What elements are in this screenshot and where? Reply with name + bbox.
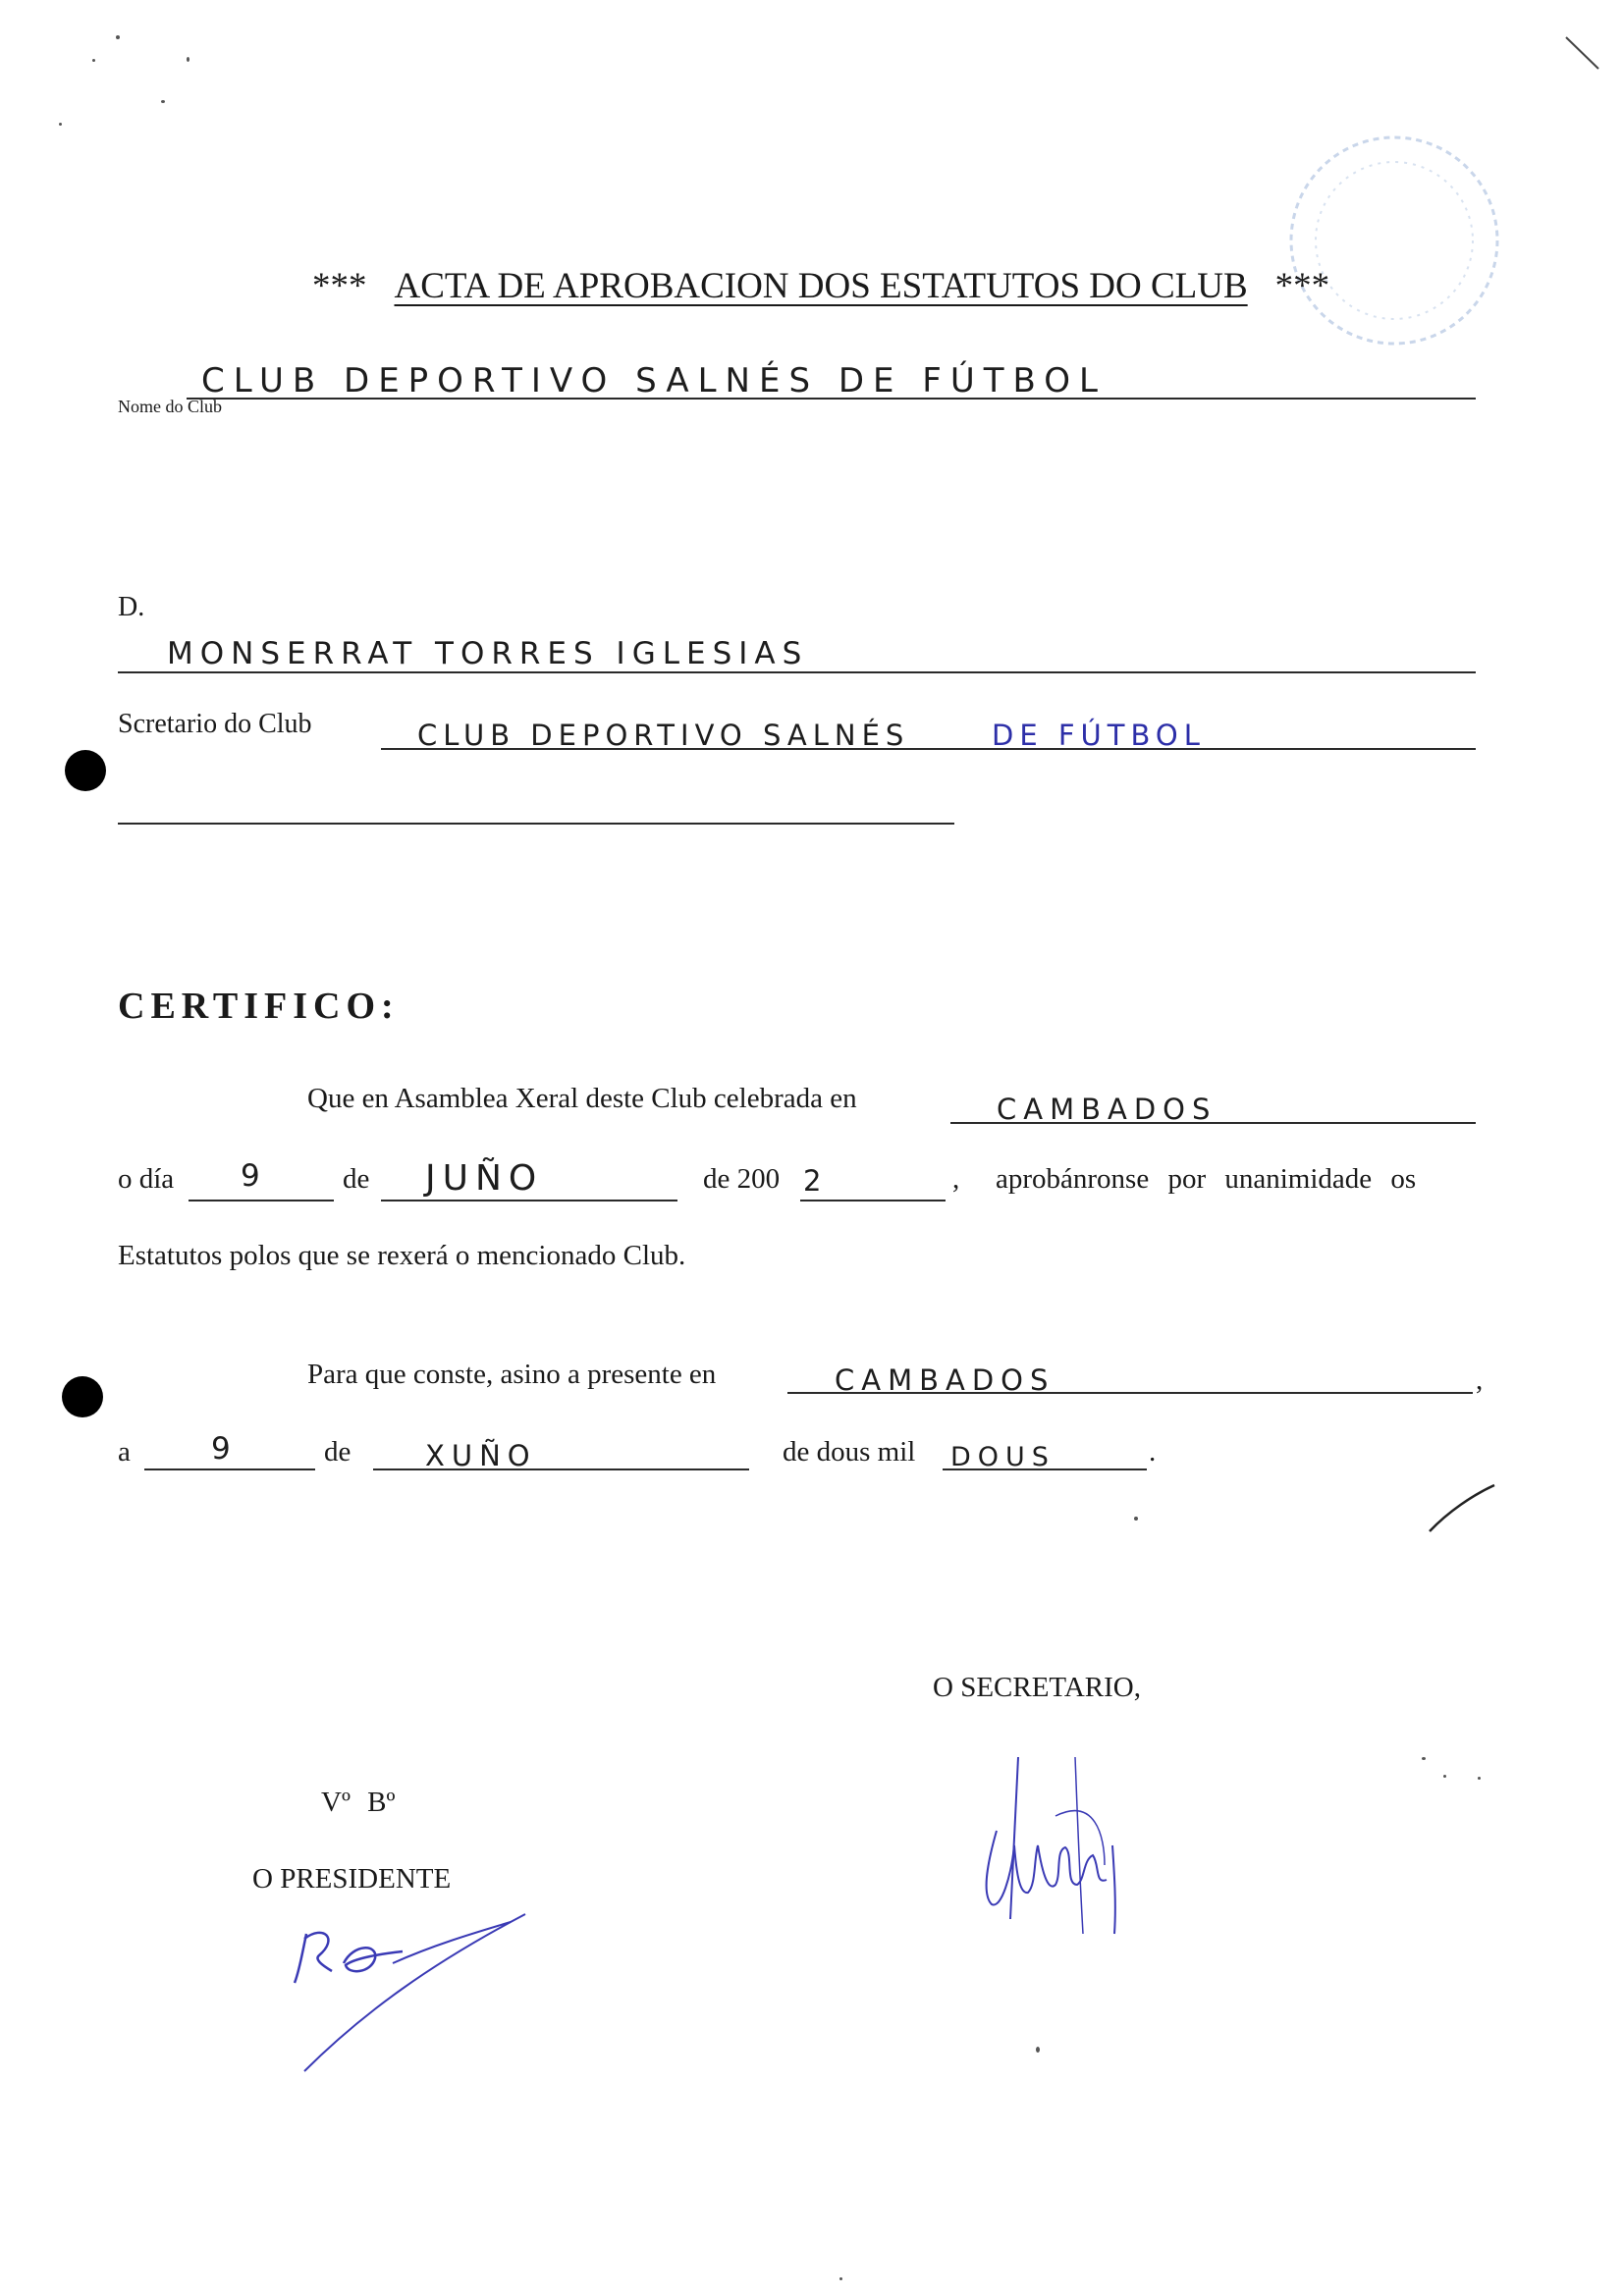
- club-name-handwritten: CLUB DEPORTIVO SALNÉS DE FÚTBOL: [201, 361, 1107, 400]
- secretary-club-label: Scretario do Club: [118, 709, 312, 739]
- secretary-name-handwritten: MONSERRAT TORRES IGLESIAS: [167, 636, 809, 671]
- speck-mark: [1422, 1757, 1426, 1760]
- presidente-label: O PRESIDENTE: [252, 1863, 452, 1895]
- day-line: [189, 1200, 334, 1201]
- club-name-label: Nome do Club: [118, 397, 222, 416]
- conste-comma: ,: [1476, 1364, 1484, 1396]
- year-word-line: [943, 1468, 1147, 1470]
- approval-text: aprobánronse por unanimidade os: [996, 1163, 1417, 1195]
- year-line: [800, 1200, 946, 1201]
- conste-place-handwritten: CAMBADOS: [835, 1363, 1055, 1397]
- title-text: ACTA DE APROBACION DOS ESTATUTOS DO CLUB: [394, 266, 1248, 306]
- day-handwritten: 9: [241, 1158, 266, 1194]
- assembly-place-handwritten: CAMBADOS: [997, 1093, 1217, 1126]
- o-dia-label: o día: [118, 1163, 175, 1195]
- assembly-place-line: [950, 1122, 1476, 1124]
- conste-month-line: [373, 1468, 749, 1470]
- a-label: a: [118, 1436, 131, 1468]
- estatutos-text: Estatutos polos que se rexerá o mencionado Club.: [118, 1240, 686, 1271]
- certifico-heading: CERTIFICO:: [118, 986, 400, 1027]
- speck-mark: [59, 123, 62, 126]
- speck-mark: [1134, 1517, 1138, 1521]
- slash-mark-icon: [1424, 1477, 1502, 1536]
- assembly-text: Que en Asamblea Xeral deste Club celebrada en: [307, 1083, 857, 1114]
- stamp-seal-icon: [1276, 123, 1512, 358]
- secretary-prefix: D.: [118, 592, 145, 622]
- conste-text: Para que conste, asino a presente en: [307, 1359, 717, 1390]
- speck-mark: [187, 57, 189, 62]
- conste-de-label: de: [324, 1436, 352, 1468]
- speck-mark: [1443, 1775, 1446, 1778]
- secretary-extra-line: [118, 823, 954, 825]
- corner-stroke-icon: [1561, 29, 1610, 79]
- speck-mark: [92, 59, 95, 62]
- de-200-label: de 200: [703, 1163, 781, 1195]
- punch-hole-icon: [65, 750, 106, 791]
- conste-day-line: [144, 1468, 315, 1470]
- year-digit-handwritten: 2: [803, 1164, 828, 1198]
- conste-month-handwritten: XUÑO: [425, 1439, 537, 1472]
- secretary-club-handwritten-part1: CLUB DEPORTIVO SALNÉS: [417, 719, 910, 752]
- secretary-signature-image: [957, 1737, 1154, 1953]
- president-signature-image: [285, 1904, 540, 2081]
- secretary-club-line: [381, 748, 1476, 750]
- title-stars-right: ***: [1274, 266, 1330, 306]
- punch-hole-icon: [62, 1376, 103, 1417]
- secretario-label: O SECRETARIO,: [933, 1672, 1141, 1703]
- club-name-line: [187, 398, 1476, 400]
- conste-place-line: [787, 1392, 1473, 1394]
- secretary-club-handwritten-part2: DE FÚTBOL: [992, 719, 1206, 752]
- year-comma: ,: [952, 1163, 960, 1195]
- conste-day-handwritten: 9: [211, 1431, 237, 1467]
- de-label: de: [343, 1163, 370, 1195]
- de-dous-mil-label: de dous mil: [783, 1436, 916, 1468]
- speck-mark: [116, 35, 120, 39]
- speck-mark: [161, 100, 165, 103]
- speck-mark: [839, 2277, 842, 2280]
- year-word-handwritten: DOUS: [950, 1442, 1055, 1472]
- speck-mark: [1036, 2047, 1040, 2053]
- month-handwritten: JUÑO: [425, 1158, 544, 1199]
- vo-bo-label: Vº Bº: [321, 1787, 396, 1818]
- secretary-name-line: [118, 671, 1476, 673]
- conste-period: .: [1149, 1436, 1157, 1468]
- month-line: [381, 1200, 677, 1201]
- speck-mark: [1478, 1777, 1481, 1780]
- title-stars-left: ***: [312, 266, 367, 306]
- document-title: [312, 265, 1329, 307]
